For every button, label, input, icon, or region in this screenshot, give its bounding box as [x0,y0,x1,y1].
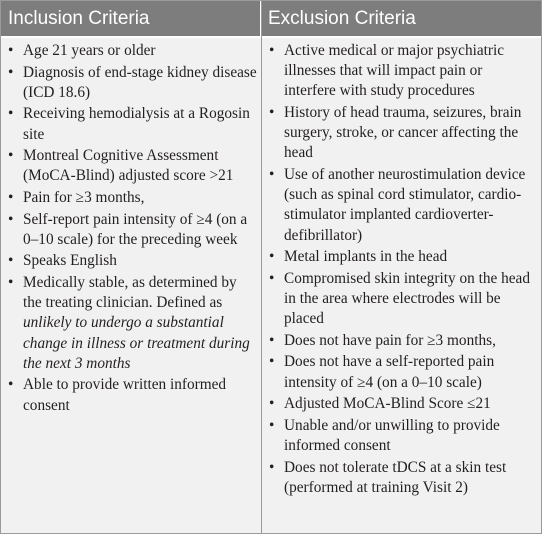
inclusion-item: • Medically stable, as determined by the treating clinician. Defined as unlikely to undergo a substantial change in illness or treatment during the next 3 months [8,273,250,372]
exclusion-item: • Active medical or major psychiatric illnesses that will impact pain or interfere with study procedures [269,42,505,100]
exclusion-item: • Use of another neurostimulation device (such as spinal cord stimulator, cardio-stimulator implanted cardioverter-defibrillator) [269,166,526,244]
exclusion-item: • Does not have pain for ≥3 months, [269,331,537,351]
bullet-icon: • [269,353,275,371]
exclusion-list [262,38,541,498]
bullet-icon: • [269,248,275,266]
inclusion-item: • Montreal Cognitive Assessment (MoCA-Blind) adjusted score >21 [8,147,234,185]
inclusion-item: • Pain for ≥3 months, [8,188,257,208]
exclusion-item: • Adjusted MoCA-Blind Score ≤21 [269,394,537,414]
bullet-icon: • [269,458,275,476]
inclusion-body [1,38,261,533]
bullet-icon: • [8,252,14,270]
exclusion-column [262,1,541,533]
bullet-icon: • [8,147,14,165]
bullet-icon: • [269,331,275,349]
bullet-icon: • [269,269,275,287]
inclusion-item: • Able to provide written informed consent [8,376,227,414]
inclusion-column [1,1,262,533]
bullet-icon: • [269,416,275,434]
bullet-icon: • [8,210,14,228]
bullet-icon: • [8,42,14,59]
inclusion-item: • Self-report pain intensity of ≥4 (on a 0–10 scale) for the preceding week [8,210,248,248]
inclusion-header: Inclusion Criteria [1,1,261,36]
bullet-icon: • [269,104,275,121]
italic-definition: unlikely to undergo a substantial change in illness or treatment during the next 3 months [23,314,250,372]
bullet-icon: • [269,42,275,59]
bullet-icon: • [8,273,14,291]
exclusion-item: • Unable and/or unwilling to provide informed consent [269,416,500,454]
inclusion-item: • Receiving hemodialysis at a Rogosin site [8,105,250,143]
exclusion-body [262,38,541,533]
exclusion-item: • Compromised skin integrity on the head in the area where electrodes will be placed [269,269,530,328]
exclusion-header: Exclusion Criteria [262,1,541,36]
inclusion-item: • Age 21 years or older [8,41,257,61]
bullet-icon: • [8,376,14,394]
exclusion-item: • Does not have a self-reported pain intensity of ≥4 (on a 0–10 scale) [269,353,495,391]
exclusion-item: • Does not tolerate tDCS at a skin test (performed at training Visit 2) [269,458,507,496]
inclusion-list [1,38,261,416]
bullet-icon: • [8,188,14,206]
bullet-icon: • [8,63,14,81]
bullet-icon: • [8,105,14,123]
exclusion-item: • History of head trauma, seizures, brain surgery, stroke, or cancer affecting the head [269,104,522,162]
bullet-icon: • [269,395,275,413]
exclusion-item: • Metal implants in the head [269,247,537,267]
bullet-icon: • [269,166,275,183]
inclusion-item: • Speaks English [8,251,257,271]
inclusion-item: • Diagnosis of end-stage kidney disease (ICD 18.6) [8,63,257,101]
